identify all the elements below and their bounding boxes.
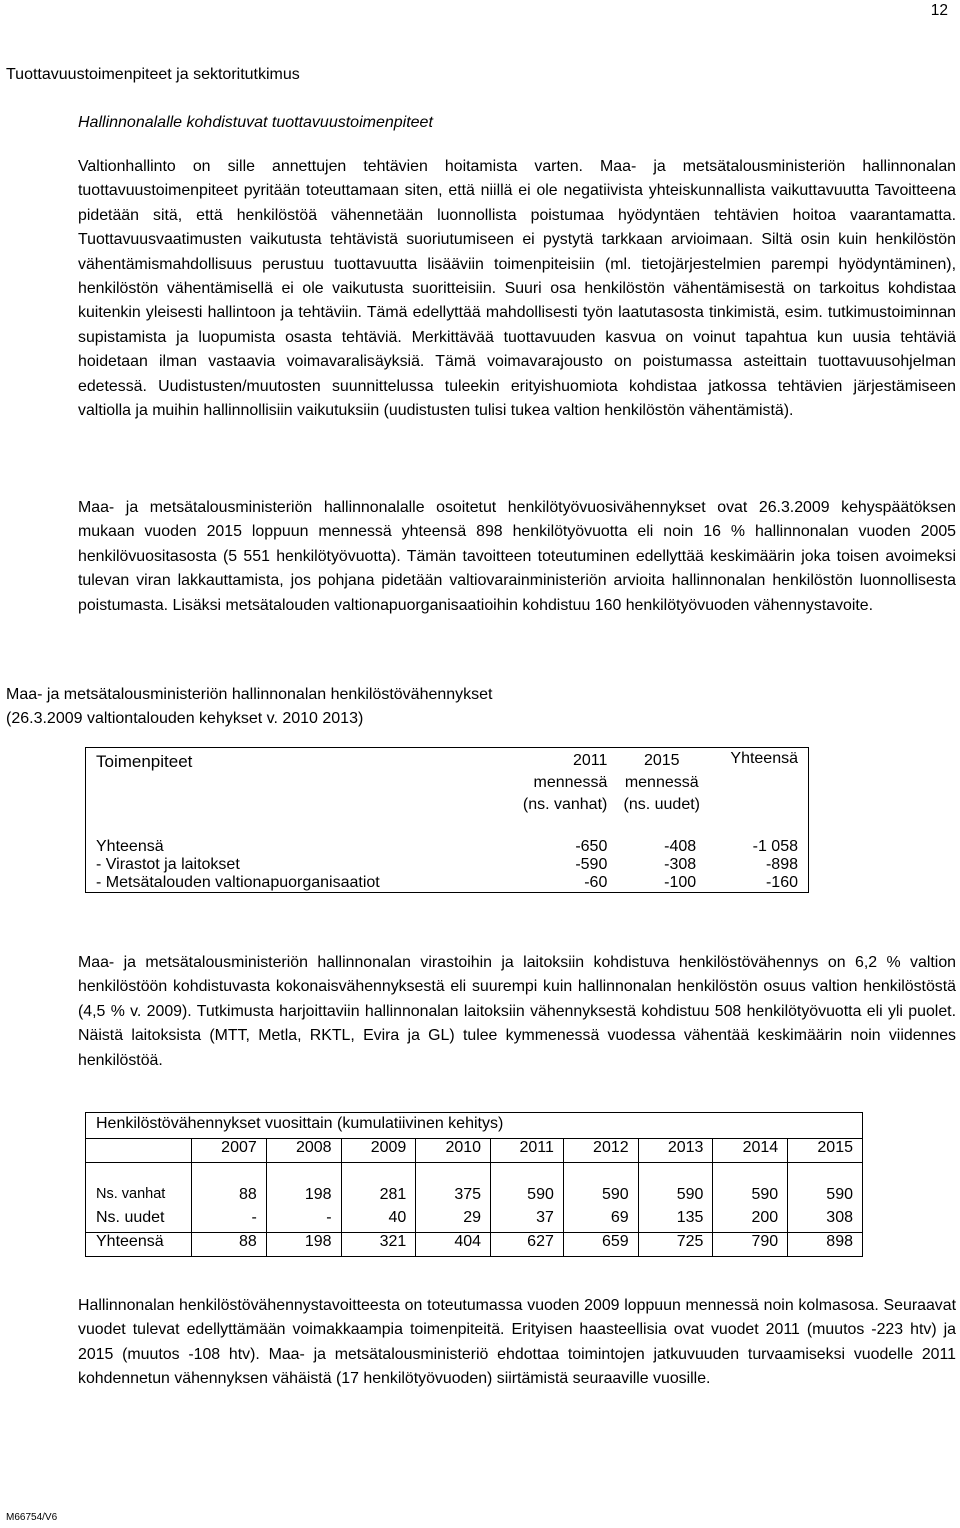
table-row xyxy=(86,1186,863,1209)
value-cell: - xyxy=(192,1209,267,1233)
value-cell: 590 xyxy=(788,1186,863,1209)
value-cell: 198 xyxy=(266,1186,341,1209)
row-label: Ns. vanhat xyxy=(86,1186,192,1209)
value-cell: 790 xyxy=(713,1233,788,1257)
value-cell: 590 xyxy=(638,1186,713,1209)
table1-header-2011 xyxy=(496,748,617,817)
row-2011: -590 xyxy=(575,856,608,873)
row-label: Ns. uudet xyxy=(86,1209,192,1233)
value-cell: 135 xyxy=(638,1209,713,1233)
value-cell: 200 xyxy=(713,1209,788,1233)
table1-caption xyxy=(6,683,706,732)
value-cell: 659 xyxy=(563,1233,638,1257)
value-cell: 404 xyxy=(416,1233,491,1257)
table1-header-measures: Toimenpiteet xyxy=(86,748,497,817)
value-cell: 590 xyxy=(563,1186,638,1209)
header-2011-year: 2011 xyxy=(572,752,608,769)
value-cell: 898 xyxy=(788,1233,863,1257)
header-2015-year: 2015 xyxy=(643,752,680,769)
document-code: M66754/V6 xyxy=(6,1512,58,1523)
page-number: 12 xyxy=(930,2,948,19)
header-2015-note: (ns. uudet) xyxy=(623,796,700,813)
value-cell: 725 xyxy=(638,1233,713,1257)
value-cell: 37 xyxy=(491,1209,564,1233)
year-cell: 2012 xyxy=(563,1139,638,1163)
value-cell: 375 xyxy=(416,1186,491,1209)
table2-title: Henkilöstövähennykset vuosittain (kumulatiivinen kehitys) xyxy=(86,1113,863,1139)
value-cell: - xyxy=(266,1209,341,1233)
value-cell: 88 xyxy=(192,1186,267,1209)
value-cell: 29 xyxy=(416,1209,491,1233)
table-row xyxy=(86,1233,863,1257)
row-2015: -408 xyxy=(664,838,697,855)
row-2011: -60 xyxy=(584,874,608,891)
table2-spacer-row xyxy=(86,1163,863,1187)
table1-header-2015 xyxy=(617,748,706,817)
paragraph-intro: Valtionhallinto on sille annettujen tehtävien hoitamista varten. Maa- ja metsätalousministeriön hallinnonalan tuottavuustoimenpiteet pyritään toteuttamaan siten, että niillä ei ole negatiivista yhteiskunnallista vaikuttavuutta Tavoitteena pidetään sitä, että henkilöstöä vähennetään luonnollista poistumaa hyödyntäen tehtävien hoitoa vaarantamatta. Tuottavuusvaatimusten vaikutusta tehtävistä suoriutumiseen ei pystytä tarkkaan arvioimaan. Siltä osin kuin henkilöstön vähentämismahdollisuus perustuu tuottavuutta lisääviin toimenpiteisiin (ml. tietojärjestelmien parempi hyödyntäminen), henkilöstön vähentämisellä ei ole vaikutusta suoritteisiin. Suuri osa henkilöstön vähentämisestä on tarkoitus kohdistaa kuitenkin yleisesti hallintoon ja tehtäviin. Tämä edellyttää mahdollisesti työn laatutasosta tinkimistä, esim. tutkimustoiminnan supistamista ja luopumista osasta tehtäviä. Merkittävää tuottavuuden kasvua on voinut tapahtua kun uusia tehtäviä hoidetaan ilman vastaavia voimavaralisäyksiä. Tämä voimavarajousto on poistumassa asteittain tuottavuusohjelman edetessä. Uudistusten/muutosten suunnittelussa tuleekin erityishuomiota kohdistaa jatkossa tehtävien järjestämiseen valtiolla ja muihin hallinnollisiin vaikutuksiin (uudistusten tulisi tukea valtion henkilöstön vähentämistä). xyxy=(78,158,956,420)
table-row xyxy=(86,874,809,893)
value-cell: 308 xyxy=(788,1209,863,1233)
row-total: -160 xyxy=(706,874,808,893)
header-2011-note: (ns. vanhat) xyxy=(522,796,608,813)
table2-title-row xyxy=(86,1113,863,1139)
year-cell: 2010 xyxy=(416,1139,491,1163)
table-row xyxy=(86,1209,863,1233)
paragraph-institutes: Maa- ja metsätalousministeriön hallinnonalan virastoihin ja laitoksiin kohdistuva henkilöstövähennys on 6,2 % valtion henkilöstöön kohdistuvasta kokonaisvähennyksestä eli suurempi kuin hallinnonalan henkilöstön osuus valtion henkilöstöstä (4,5 % v. 2009). Tutkimusta harjoittaviin hallinnonalan laitoksiin vähennyksestä kohdistuu 508 henkilötyövuotta eli yli puolet. Näistä laitoksista (MTT, Metla, RKTL, Evira ja GL) tulee kymmenessä vuodessa vähentää keskimäärin noin viidennes henkilöstöä. xyxy=(78,954,956,1069)
table-row xyxy=(86,856,809,874)
table1-header-total: Yhteensä xyxy=(706,748,808,817)
value-cell: 321 xyxy=(341,1233,416,1257)
table1-spacer-row xyxy=(86,816,809,838)
header-2015-by: mennessä xyxy=(624,774,699,791)
table1-caption-line2: (26.3.2009 valtiontalouden kehykset v. 2010 2013) xyxy=(6,710,364,728)
paragraph-progress: Hallinnonalan henkilöstövähennystavoitteesta on toteutumassa vuoden 2009 loppuun mennessä noin kolmasosa. Seuraavat vuodet tulevat edellyttämään voimakkaampia toimenpiteitä. Erityisen haasteellisia ovat vuodet 2011 (muutos -223 htv) ja 2015 (muutos -108 htv). Maa- ja metsätalousministeriö ehdottaa toimintojen jatkuvuuden turvaamiseksi vuodelle 2011 kohdennetun vähennyksen vähäistä (17 henkilötyövuoden) siirtämistä seuraaville vuosille. xyxy=(78,1297,956,1388)
section-heading: Tuottavuustoimenpiteet ja sektoritutkimus xyxy=(6,66,300,83)
year-cell: 2015 xyxy=(788,1139,863,1163)
value-cell: 281 xyxy=(341,1186,416,1209)
table2-years-row xyxy=(86,1139,863,1163)
year-cell: 2011 xyxy=(491,1139,564,1163)
row-total: -1 058 xyxy=(706,838,808,856)
value-cell: 69 xyxy=(563,1209,638,1233)
row-label: Yhteensä xyxy=(86,838,497,856)
header-2011-by: mennessä xyxy=(533,774,608,791)
table1-caption-line1: Maa- ja metsätalousministeriön hallinnonalan henkilöstövähennykset xyxy=(6,686,493,703)
subsection-heading: Hallinnonalalle kohdistuvat tuottavuustoimenpiteet xyxy=(78,114,433,131)
year-cell: 2007 xyxy=(192,1139,267,1163)
value-cell: 40 xyxy=(341,1209,416,1233)
annual-reductions-table xyxy=(85,1112,863,1257)
row-2011: -650 xyxy=(575,838,608,855)
value-cell: 590 xyxy=(491,1186,564,1209)
value-cell: 198 xyxy=(266,1233,341,1257)
value-cell: 590 xyxy=(713,1186,788,1209)
value-cell: 88 xyxy=(192,1233,267,1257)
row-total: -898 xyxy=(706,856,808,874)
row-label: Yhteensä xyxy=(86,1233,192,1257)
row-label: - Virastot ja laitokset xyxy=(86,856,497,874)
paragraph-reductions: Maa- ja metsätalousministeriön hallinnonalalle osoitetut henkilötyövuosivähennykset ovat 26.3.2009 kehyspäätöksen mukaan vuoden 2015 loppuun mennessä yhteensä 898 henkilötyövuotta eli noin 16 % hallinnonalan vuoden 2005 henkilövuositasosta (5 551 henkilötyövuotta). Tämän tavoitteen toteutuminen edellyttää keskimäärin joka toisen avoimeksi tulevan viran lakkauttamista, jos pohjana pidetään valtiovarainministeriön arvioita hallinnonalan henkilöstön luonnollisesta poistumasta. Lisäksi metsätalouden valtionapuorganisaatioihin kohdistuu 160 henkilötyövuoden vähennystavoite. xyxy=(78,499,956,614)
row-label: - Metsätalouden valtionapuorganisaatiot xyxy=(86,874,497,893)
row-2015: -308 xyxy=(664,856,697,873)
value-cell: 627 xyxy=(491,1233,564,1257)
year-cell: 2014 xyxy=(713,1139,788,1163)
year-cell: 2013 xyxy=(638,1139,713,1163)
table-row xyxy=(86,838,809,856)
reductions-table xyxy=(85,747,809,893)
row-2015: -100 xyxy=(664,874,697,891)
table1-header-row xyxy=(86,748,809,817)
year-cell: 2008 xyxy=(266,1139,341,1163)
year-cell: 2009 xyxy=(341,1139,416,1163)
